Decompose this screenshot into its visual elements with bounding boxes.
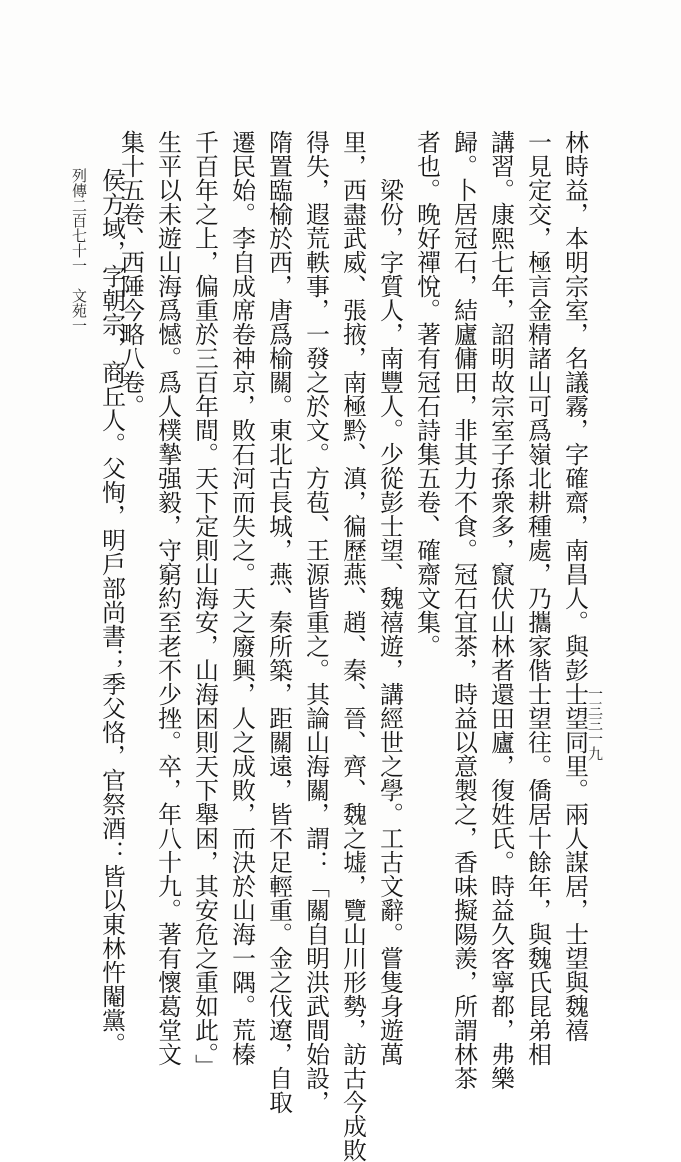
text-column-4: 歸。卜居冠石，結廬傭田，非其力不食。冠石宜茶，時益以意製之，香味擬陽羨，所謂林茶 (450, 130, 478, 1090)
text-column-10: 遷民始。李自成席卷神京，敗石河而失之。天之廢興，人之成敗，而決於山海一隅。荒榛 (228, 130, 256, 1066)
text-column-8: 得失，遐荒軼事，一發之於文。方苞、王源皆重之。其論山海關，謂：「關自明洪武間始設， (302, 130, 330, 1114)
text-column-1: 林時益，本明宗室，名議霧，字確齋，南昌人。與彭士望同里。兩人謀居，士望與魏禧 (561, 130, 589, 1042)
text-column-11: 千百年之上，偏重於三百年間。天下定則山海安，山海困則天下舉困，其安危之重如此。」 (191, 130, 219, 1079)
text-column-7: 里，西盡武威、張掖，南極黔、滇，徧歷燕、趙、秦、晉、齊、魏之墟，覽山川形勢，訪古今成敗 (339, 130, 367, 1162)
text-column-12: 生平以未遊山海爲憾。爲人樸摯强毅，守窮約至老不少挫。卒，年八十九。著有懷葛堂文 (154, 130, 182, 1066)
text-column-5: 者也。晚好禪悅。著有冠石詩集五卷、確齋文集。 (413, 130, 441, 658)
text-column-2: 一見定交，極言金精諸山可爲嶺北耕種處，乃攜家偕士望往。僑居十餘年，與魏氏昆弟相 (524, 130, 552, 1066)
text-column-15: 侯方域，字朝宗，商丘人。父恂，明戶部尚書；季父恪，官祭酒：皆以東林忤閹黨。 (98, 168, 126, 1056)
text-column-3: 講習。康熙七年，詔明故宗室子孫衆多，竄伏山林者還田廬，復姓氏。時益久客寧都，弗樂 (487, 130, 515, 1090)
running-header: 列傳二百七十一 文苑一 (70, 168, 88, 333)
text-column-9: 隋置臨榆於西，唐爲榆關。東北古長城，燕、秦所築，距關遠，皆不足輕重。金之伐遼，自取 (265, 130, 293, 1114)
page-number: 一三三一九 (586, 686, 604, 761)
text-column-13: 集十五卷、西陲今略八卷。 (117, 130, 145, 418)
text-column-6: 梁份，字質人，南豐人。少從彭士望、魏禧遊，講經世之學。工古文辭。嘗隻身遊萬 (376, 178, 404, 1066)
